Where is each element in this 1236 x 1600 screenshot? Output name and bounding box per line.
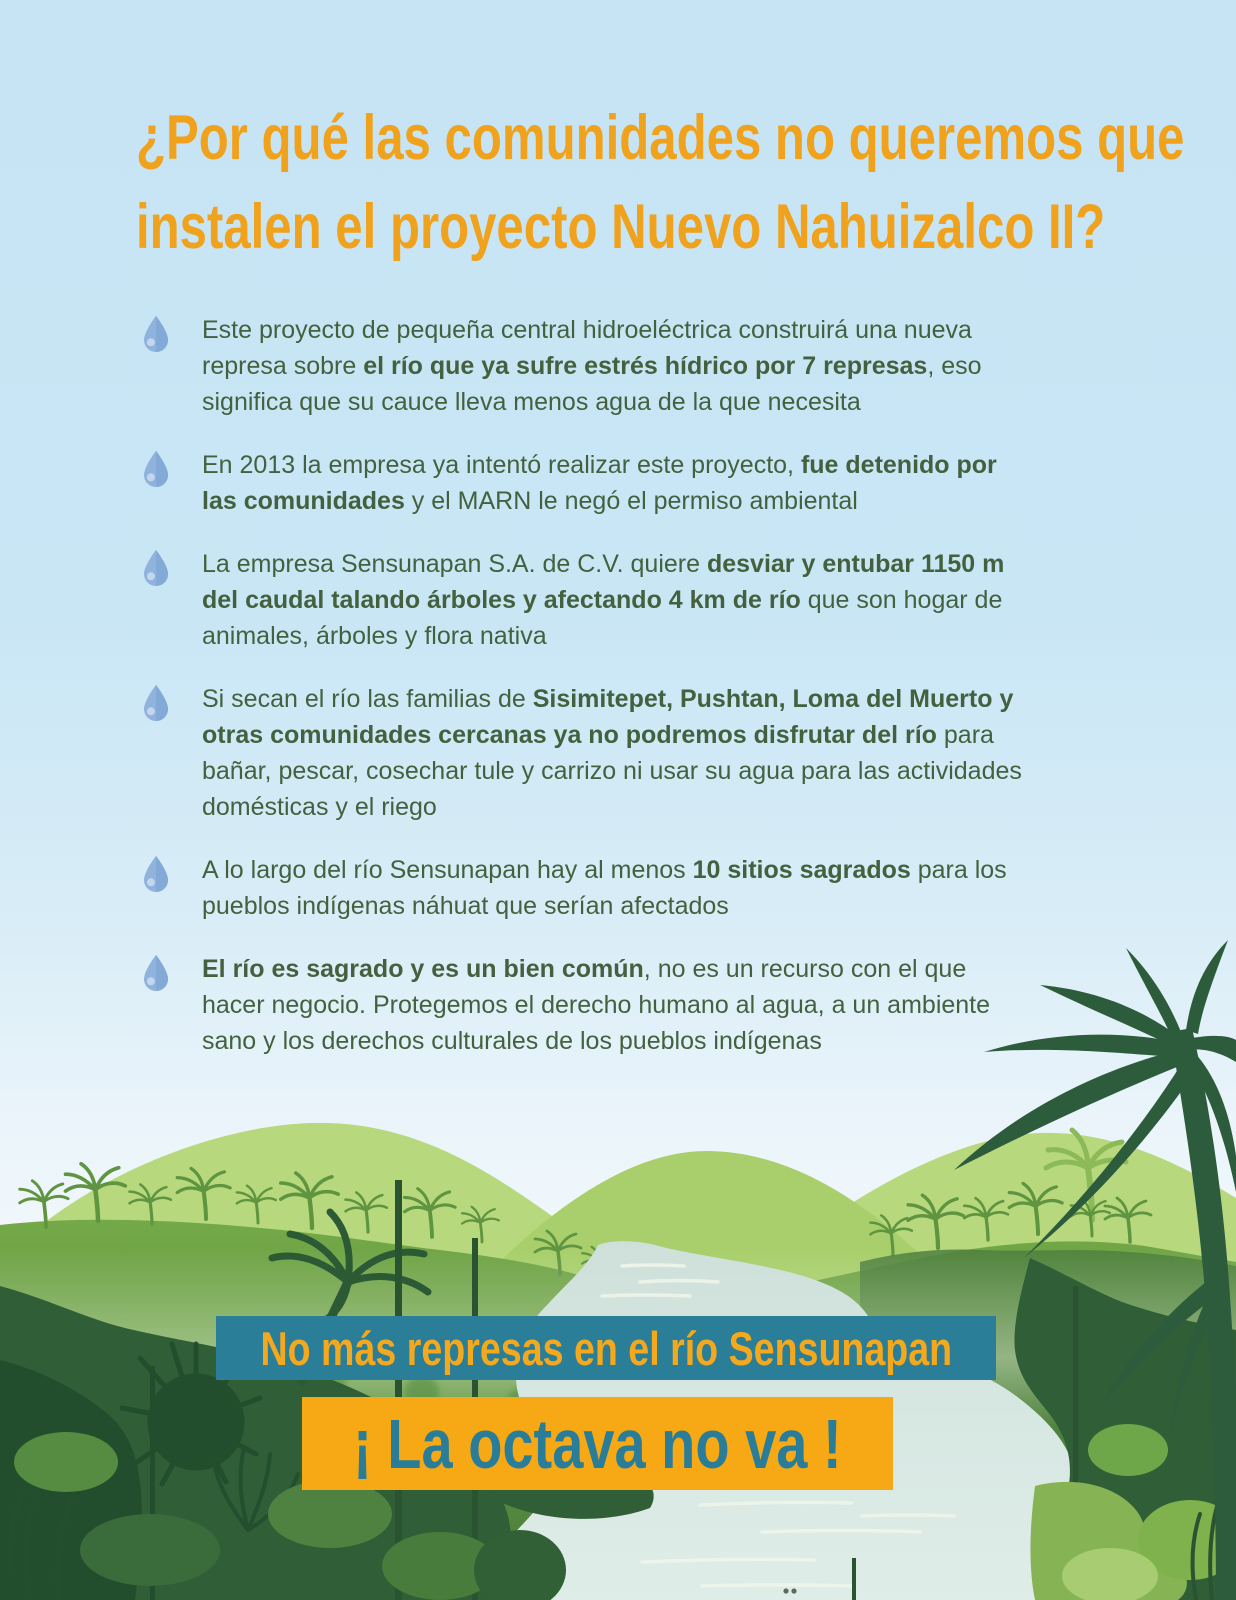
bullet-item: [142, 546, 1034, 654]
bullet-text: Este proyecto de pequeña central hidroeléctrica construirá una nueva represa sobre el río que ya sufre estrés hídrico por 7 represas, eso significa que su cauce lleva menos agua de la que necesita: [202, 316, 982, 416]
page-title-line-1: ¿Por qué las comunidades no queremos que: [135, 103, 1185, 173]
bullet-text: En 2013 la empresa ya intentó realizar este proyecto, fue detenido por las comunidades y el MARN le negó el permiso ambiental: [202, 451, 997, 515]
slogan-banner-orange: [302, 1397, 893, 1490]
slogan-banner-teal-text: No más represas en el río Sensunapan: [260, 1321, 952, 1375]
bullet-item: [142, 681, 1034, 825]
bullet-item: [142, 312, 1034, 420]
water-drop-icon: [142, 447, 170, 492]
bullet-text: El río es sagrado y es un bien común, no es un recurso con el que hacer negocio. Protegemos el derecho humano al agua, a un ambiente sano y los derechos culturales de los pueblos indígenas: [202, 955, 991, 1055]
slogan-banner-teal: [216, 1316, 996, 1380]
bullet-text: A lo largo del río Sensunapan hay al menos 10 sitios sagrados para los pueblos indígenas náhuat que serían afectados: [202, 856, 1007, 920]
slogan-banner-orange-text: ¡ La octava no va !: [353, 1404, 842, 1483]
water-drop-icon: [142, 852, 170, 897]
bullet-text: La empresa Sensunapan S.A. de C.V. quiere desviar y entubar 1150 m del caudal talando árboles y afectando 4 km de río que son hogar de animales, árboles y flora nativa: [202, 550, 1005, 650]
page-title: [0, 94, 1236, 272]
water-drop-icon: [142, 681, 170, 726]
water-drop-icon: [142, 312, 170, 357]
page-title-line-2: instalen el proyecto Nuevo Nahuizalco II?: [135, 192, 1106, 262]
landscape-illustration: [0, 930, 1236, 1600]
bullet-item: [142, 447, 1034, 519]
palm-trunk: [395, 1180, 402, 1600]
bullet-text: Si secan el río las familias de Sisimitepet, Pushtan, Loma del Muerto y otras comunidades cercanas ya no podremos disfrutar del río para bañar, pescar, cosechar tule y carrizo ni usar su agua para las actividades domésticas y el riego: [202, 685, 1022, 821]
water-drop-icon: [142, 546, 170, 591]
bullet-item: [142, 852, 1034, 924]
